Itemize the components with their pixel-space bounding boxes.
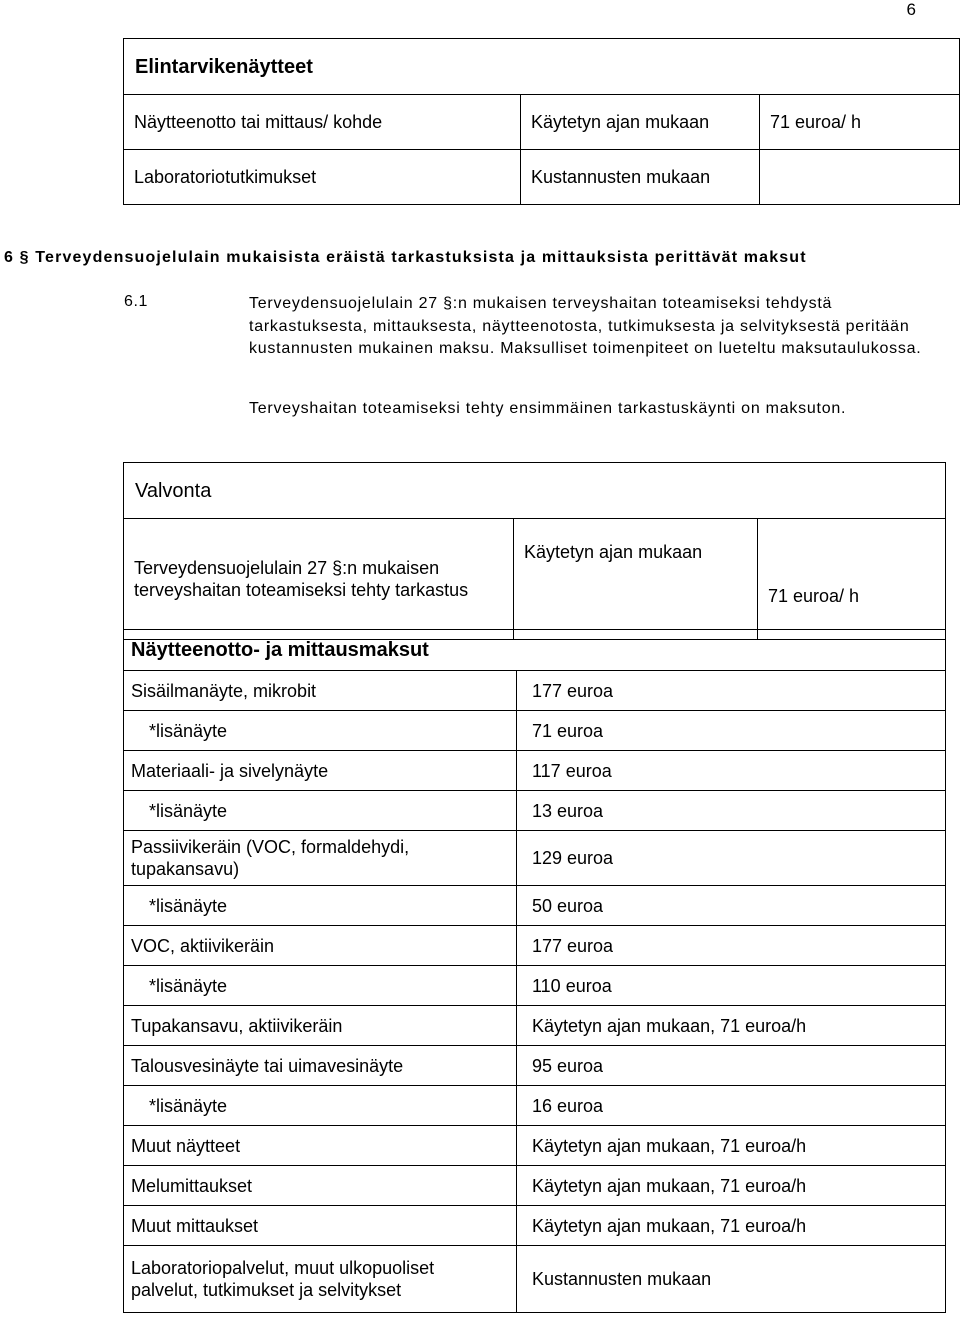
row-label-line2: tupakansavu) xyxy=(131,859,240,879)
row-fee: 71 euroa/ h xyxy=(758,519,946,640)
row-label: VOC, aktiivikeräin xyxy=(124,926,517,966)
table-row xyxy=(124,831,946,886)
row-label: Tupakansavu, aktiivikeräin xyxy=(124,1006,517,1046)
row-label-line1: Passiivikeräin (VOC, formaldehydi, xyxy=(131,837,410,857)
row-label: Materiaali- ja sivelynäyte xyxy=(124,751,517,791)
table-row xyxy=(124,751,946,791)
valvonta-title: Valvonta xyxy=(124,463,946,519)
row-method: Käytetyn ajan mukaan xyxy=(521,95,760,150)
paragraph-number: 6.1 xyxy=(124,293,149,310)
row-label: Sisäilmanäyte, mikrobit xyxy=(124,671,517,711)
row-method: Kustannusten mukaan xyxy=(521,150,760,205)
row-value: 50 euroa xyxy=(517,886,946,926)
naytteenotto-title: Näytteenotto- ja mittausmaksut xyxy=(124,630,946,671)
table-row xyxy=(124,95,960,150)
table-title-row xyxy=(124,39,960,95)
table-row xyxy=(124,671,946,711)
table-row xyxy=(124,886,946,926)
row-value: 177 euroa xyxy=(517,926,946,966)
table-row xyxy=(124,1046,946,1086)
table-row xyxy=(124,1086,946,1126)
row-value: 110 euroa xyxy=(517,966,946,1006)
table-row xyxy=(124,791,946,831)
elintarvike-title: Elintarvikenäytteet xyxy=(124,39,960,95)
row-value: Käytetyn ajan mukaan, 71 euroa/h xyxy=(517,1006,946,1046)
row-label: *lisänäyte xyxy=(124,1086,517,1126)
paragraph-text-2: Terveyshaitan toteamiseksi tehty ensimmäinen tarkastuskäynti on maksuton. xyxy=(249,400,847,417)
row-label: Melumittaukset xyxy=(124,1166,517,1206)
row-label: *lisänäyte xyxy=(124,791,517,831)
row-value: Käytetyn ajan mukaan, 71 euroa/h xyxy=(517,1206,946,1246)
row-label: *lisänäyte xyxy=(124,966,517,1006)
row-label-line1: Laboratoriopalvelut, muut ulkopuoliset xyxy=(131,1258,435,1278)
paragraph-text: Terveydensuojelulain 27 §:n mukaisen terveyshaitan toteamiseksi tehdystä tarkastuksesta, mittauksesta, näytteenotosta, tutkimuksesta ja selvityksestä peritään kustannusten mukainen maksu. Maksulliset toimenpiteet on lueteltu maksutaulukossa. xyxy=(249,295,922,357)
table-row xyxy=(124,519,946,640)
row-value: 95 euroa xyxy=(517,1046,946,1086)
table-title-row xyxy=(124,463,946,519)
row-value: Käytetyn ajan mukaan, 71 euroa/h xyxy=(517,1166,946,1206)
row-label: Muut mittaukset xyxy=(124,1206,517,1246)
table-row xyxy=(124,1246,946,1313)
row-label-line2: terveyshaitan toteamiseksi tehty tarkastus xyxy=(134,580,469,600)
section-heading: 6 § Terveydensuojelulain mukaisista eräistä tarkastuksista ja mittauksista perittävät maksut xyxy=(4,249,807,266)
table-row xyxy=(124,711,946,751)
row-label xyxy=(124,1246,517,1313)
table-row xyxy=(124,1006,946,1046)
row-value: 177 euroa xyxy=(517,671,946,711)
row-label: Talousvesinäyte tai uimavesinäyte xyxy=(124,1046,517,1086)
row-value: 71 euroa xyxy=(517,711,946,751)
valvonta-table xyxy=(123,462,946,640)
row-value: 13 euroa xyxy=(517,791,946,831)
elintarvike-table xyxy=(123,38,960,205)
row-label: Laboratoriotutkimukset xyxy=(124,150,521,205)
row-fee xyxy=(760,150,960,205)
row-fee: 71 euroa/ h xyxy=(760,95,960,150)
table-row xyxy=(124,966,946,1006)
naytteenotto-table xyxy=(123,629,946,1313)
row-label: *lisänäyte xyxy=(124,711,517,751)
row-label-line1: Terveydensuojelulain 27 §:n mukaisen xyxy=(134,558,440,578)
row-value: Kustannusten mukaan xyxy=(517,1246,946,1313)
table-row xyxy=(124,1126,946,1166)
row-label: Näytteenotto tai mittaus/ kohde xyxy=(124,95,521,150)
page-number: 6 xyxy=(906,0,916,19)
row-label-line2: palvelut, tutkimukset ja selvitykset xyxy=(131,1280,402,1300)
table-row xyxy=(124,926,946,966)
row-label: *lisänäyte xyxy=(124,886,517,926)
table-row xyxy=(124,1206,946,1246)
row-label xyxy=(124,831,517,886)
row-value: 117 euroa xyxy=(517,751,946,791)
row-value: 16 euroa xyxy=(517,1086,946,1126)
table-row xyxy=(124,1166,946,1206)
row-value: 129 euroa xyxy=(517,831,946,886)
row-value: Käytetyn ajan mukaan, 71 euroa/h xyxy=(517,1126,946,1166)
row-method: Käytetyn ajan mukaan xyxy=(514,519,758,640)
table-row xyxy=(124,150,960,205)
row-label xyxy=(124,519,514,640)
row-label: Muut näytteet xyxy=(124,1126,517,1166)
table-title-row xyxy=(124,630,946,671)
